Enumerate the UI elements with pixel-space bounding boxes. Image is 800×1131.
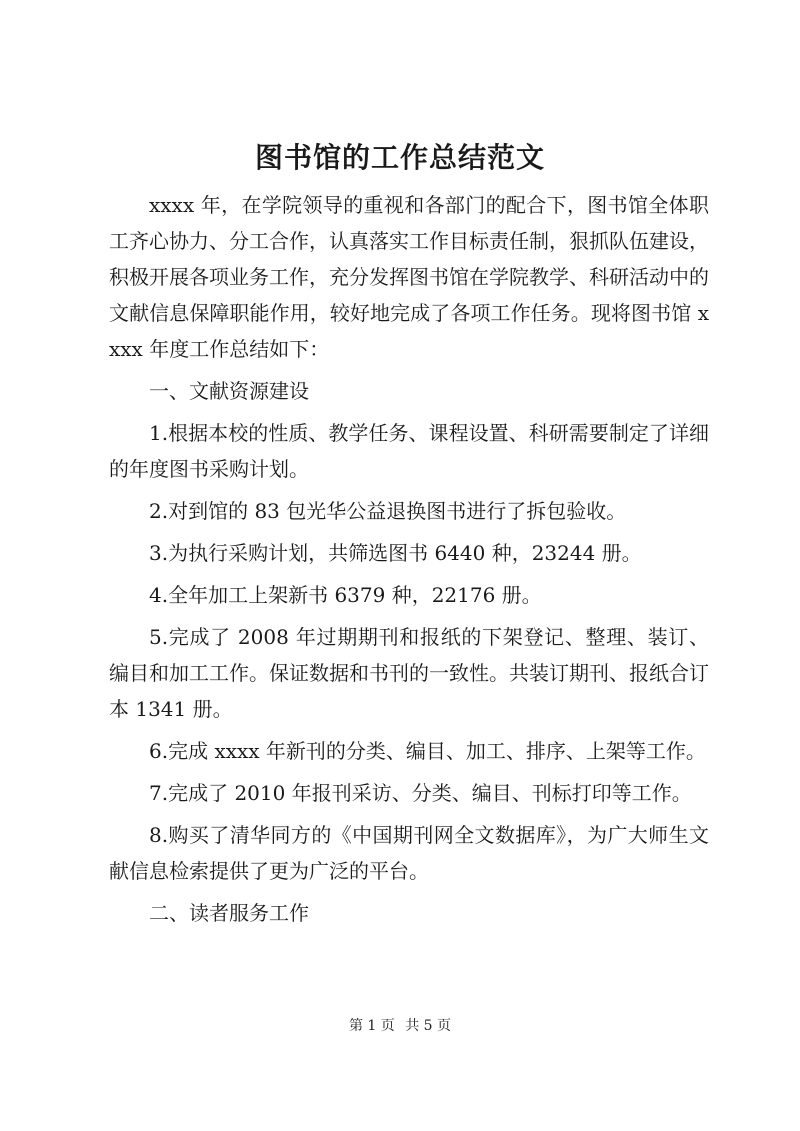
- document-body: [109, 187, 709, 931]
- list-item-6: 6.完成 xxxx 年新刊的分类、编目、加工、排序、上架等工作。: [149, 739, 706, 763]
- section-heading-1: 一、文献资源建设: [149, 379, 309, 403]
- page-total: 共 5 页: [405, 1018, 452, 1034]
- list-item-2: 2.对到馆的 83 包光华公益退换图书进行了拆包验收。: [149, 499, 627, 523]
- list-item-7: 7.完成了 2010 年报刊采访、分类、编目、刊标打印等工作。: [149, 781, 692, 805]
- list-item-8: 8.购买了清华同方的《中国期刊网全文数据库》，为广大师生文献信息检索提供了更为广泛的平台。: [109, 823, 709, 883]
- document-title: 图书馆的工作总结范文: [254, 141, 545, 174]
- list-item-4: 4.全年加工上架新书 6379 种，22176 册。: [149, 583, 542, 607]
- section-heading-2: 二、读者服务工作: [149, 901, 309, 925]
- list-item-1: 1.根据本校的性质、教学任务、课程设置、科研需要制定了详细的年度图书采购计划。: [109, 421, 709, 481]
- page-number: 第 1 页: [348, 1018, 395, 1034]
- list-item-5: 5.完成了 2008 年过期期刊和报纸的下架登记、整理、装订、编目和加工工作。保证数据和书刊的一致性。共装订期刊、报纸合订本 1341 册。: [109, 625, 709, 721]
- list-item-3: 3.为执行采购计划，共筛选图书 6440 种，23244 册。: [149, 541, 642, 565]
- paragraph-intro: xxxx 年，在学院领导的重视和各部门的配合下，图书馆全体职工齐心协力、分工合作，认真落实工作目标责任制，狠抓队伍建设，积极开展各项业务工作，充分发挥图书馆在学院教学、科研活动中的文献信息保障职能作用，较好地完成了各项工作任务。现将图书馆 xxxx 年度工作总结如下：: [109, 193, 709, 361]
- page-footer: [0, 1016, 800, 1036]
